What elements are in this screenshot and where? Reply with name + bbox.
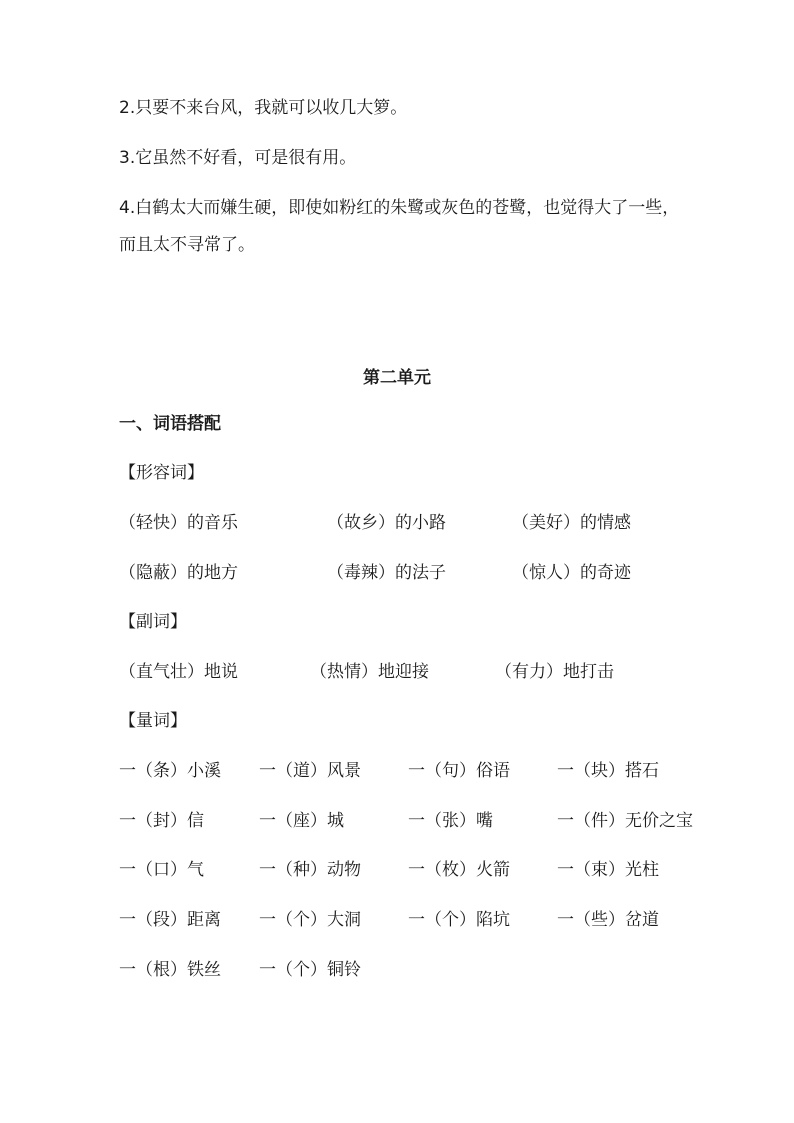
adverb-item: （有力）地打击 — [495, 662, 614, 682]
section-title: 一、词语搭配 — [119, 414, 221, 434]
sentence-4-line-2: 而且太不寻常了。 — [119, 235, 255, 255]
measure-item: 一（种）动物 — [259, 860, 361, 880]
measure-item: 一（张）嘴 — [408, 811, 493, 831]
measure-item: 一（块）搭石 — [557, 761, 659, 781]
adverb-item: （直气壮）地说 — [119, 662, 238, 682]
measure-item: 一（座）城 — [259, 811, 344, 831]
measure-item: 一（句）俗语 — [408, 761, 510, 781]
sentence-4-line-1: 4.白鹤太大而嫌生硬，即使如粉红的朱鹭或灰色的苍鹭，也觉得大了一些， — [119, 198, 680, 218]
measure-item: 一（口）气 — [119, 860, 204, 880]
measure-item: 一（枚）火箭 — [408, 860, 510, 880]
measure-item: 一（封）信 — [119, 811, 204, 831]
adverb-item: （热情）地迎接 — [310, 662, 429, 682]
measure-item: 一（个）大洞 — [259, 910, 361, 930]
measure-item: 一（根）铁丝 — [119, 960, 221, 980]
measure-item: 一（件）无价之宝 — [557, 811, 693, 831]
measure-item: 一（段）距离 — [119, 910, 221, 930]
adjective-item: （轻快）的音乐 — [119, 513, 238, 533]
adjective-item: （毒辣）的法子 — [327, 563, 446, 583]
adverb-label: 【副词】 — [119, 612, 187, 632]
sentence-2: 2.只要不来台风，我就可以收几大箩。 — [119, 98, 408, 118]
unit-title: 第二单元 — [363, 368, 431, 388]
measure-item: 一（道）风景 — [259, 761, 361, 781]
measure-item: 一（些）岔道 — [557, 910, 659, 930]
sentence-3: 3.它虽然不好看，可是很有用。 — [119, 148, 357, 168]
measure-item: 一（束）光柱 — [557, 860, 659, 880]
measure-item: 一（个）陷坑 — [408, 910, 510, 930]
adjective-label: 【形容词】 — [119, 463, 204, 483]
adjective-item: （美好）的情感 — [512, 513, 631, 533]
adjective-item: （隐蔽）的地方 — [119, 563, 238, 583]
measure-item: 一（条）小溪 — [119, 761, 221, 781]
adjective-item: （惊人）的奇迹 — [512, 563, 631, 583]
measure-item: 一（个）铜铃 — [259, 960, 361, 980]
adjective-item: （故乡）的小路 — [327, 513, 446, 533]
measure-label: 【量词】 — [119, 711, 187, 731]
